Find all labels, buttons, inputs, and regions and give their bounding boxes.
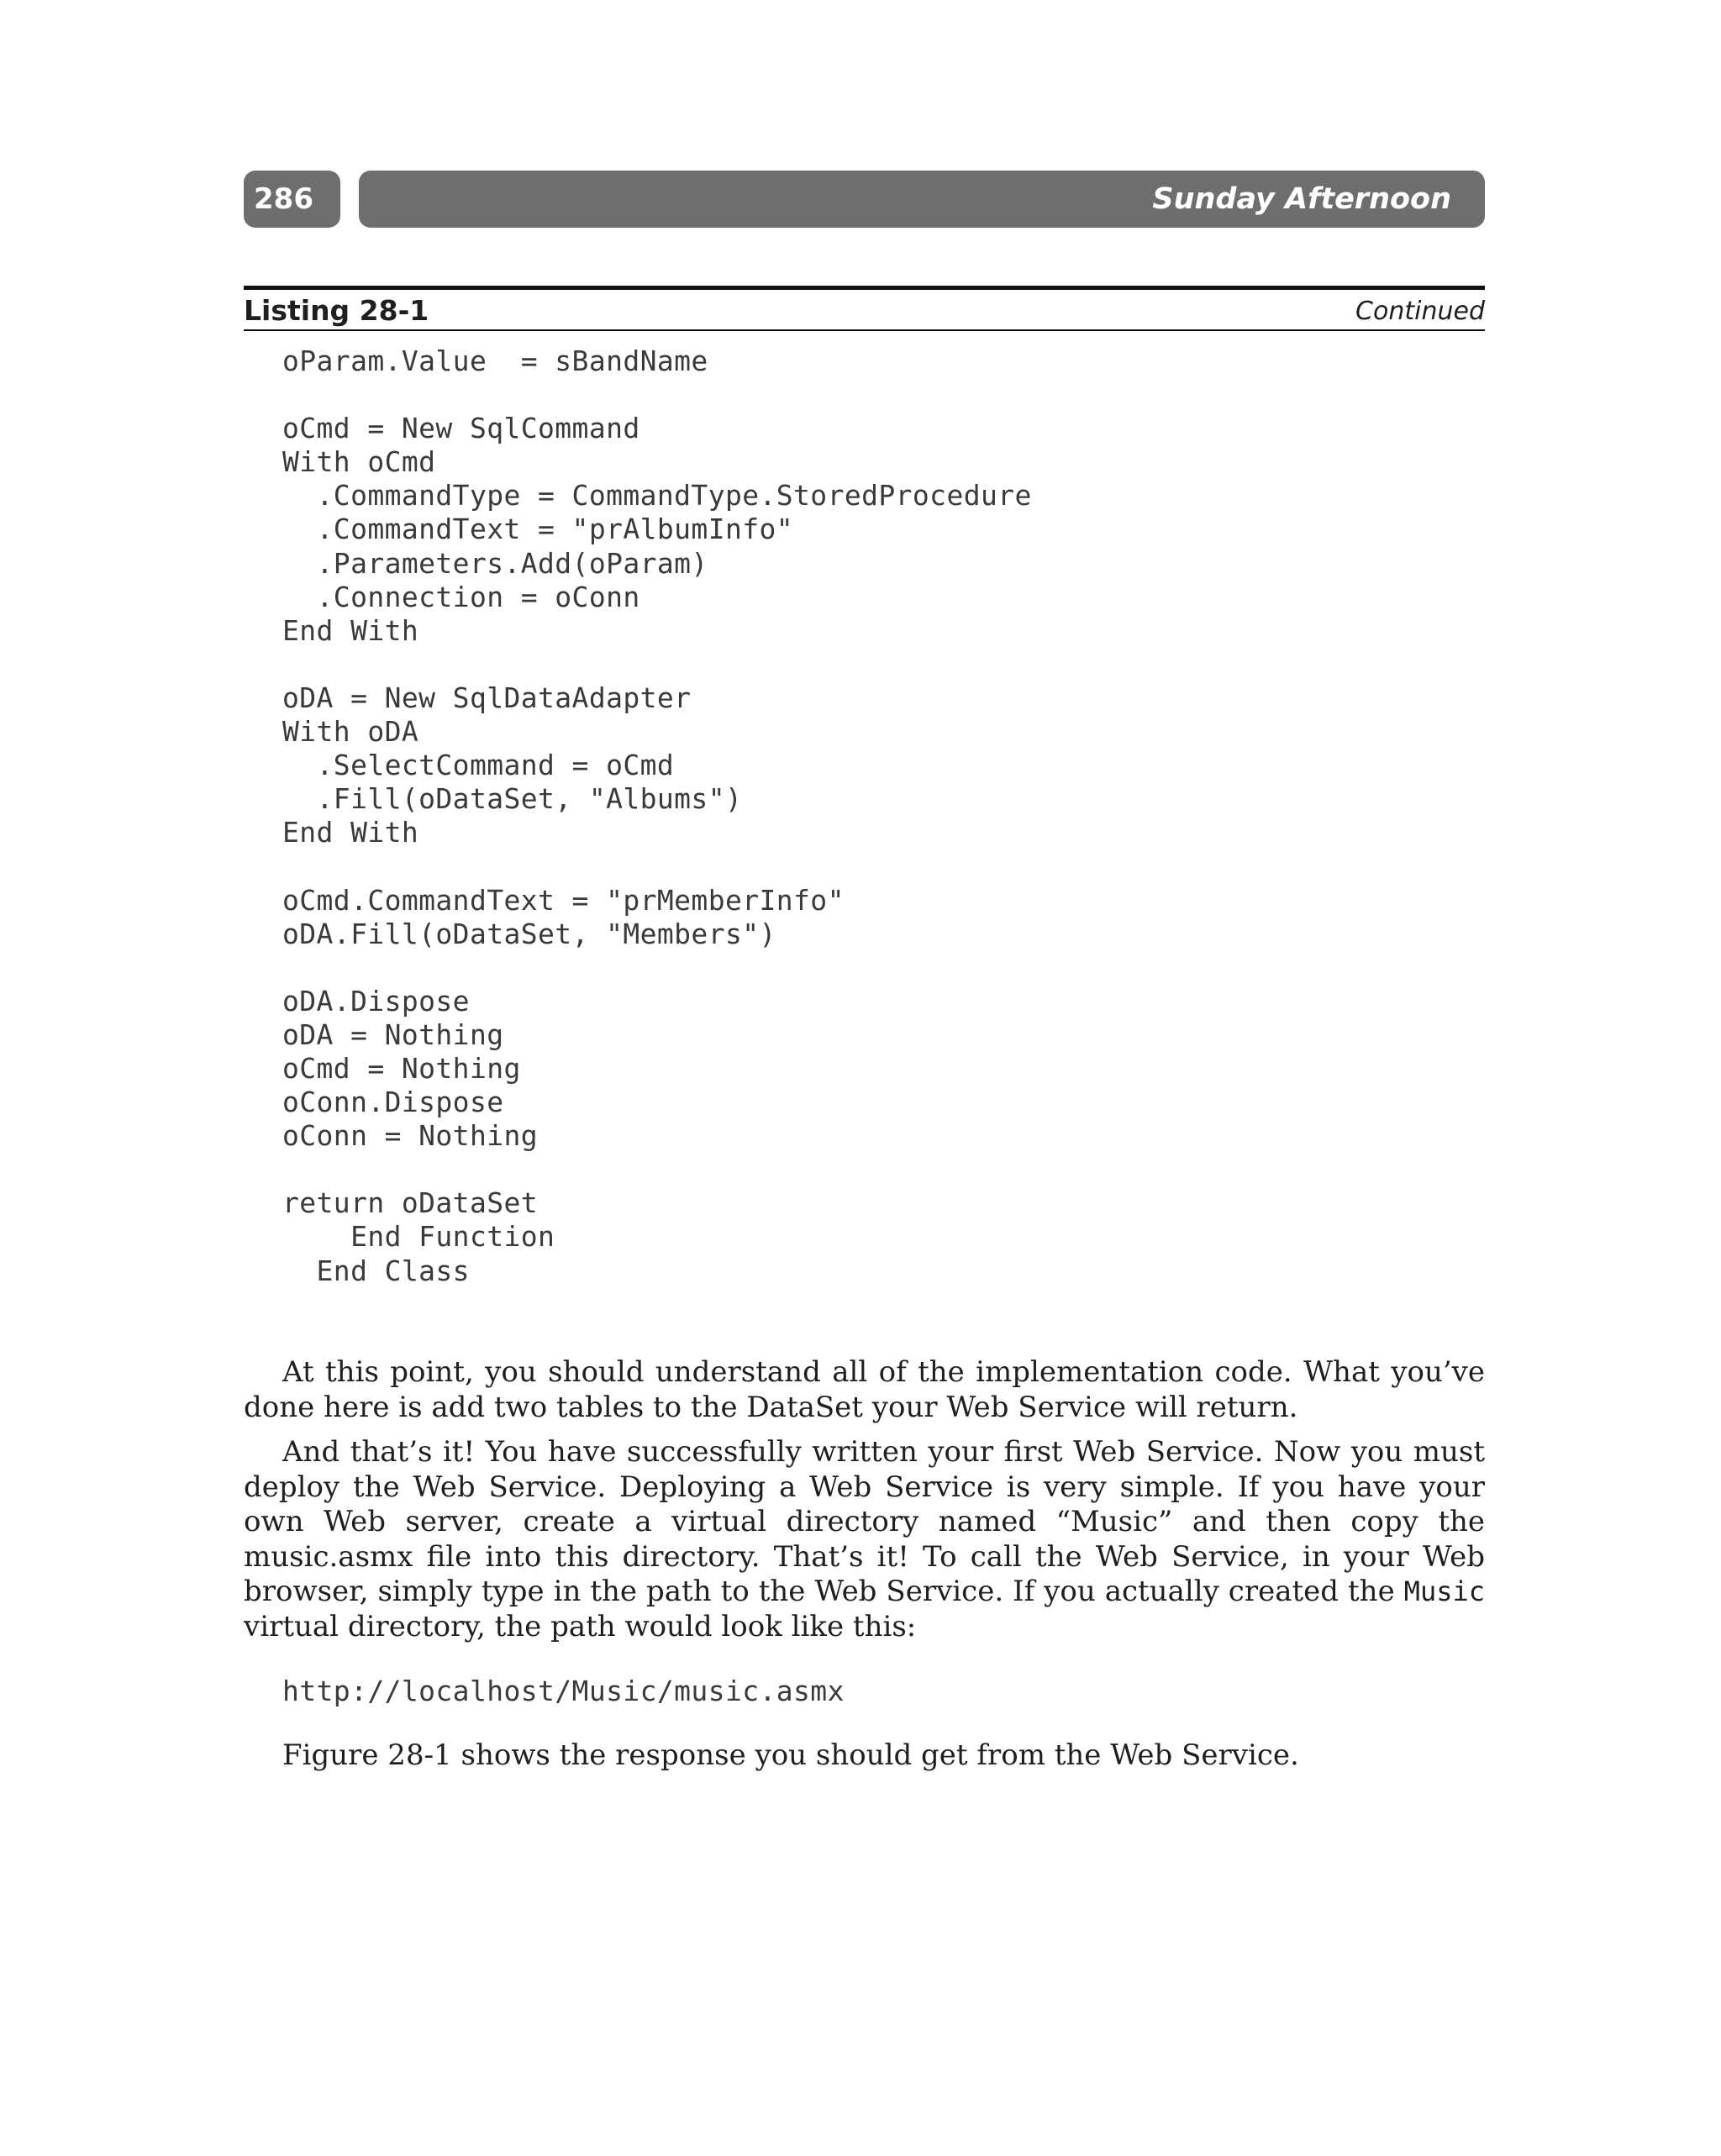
- listing-continued-label: Continued: [1355, 297, 1485, 326]
- page-number: 286: [244, 171, 340, 228]
- paragraph-text: virtual directory, the path would look like this:: [244, 1609, 917, 1643]
- chapter-title: Sunday Afternoon: [359, 171, 1485, 228]
- code-listing: oParam.Value = sBandName oCmd = New SqlCommand With oCmd .CommandType = CommandType.StoredProcedure .CommandText = "prAlbumInfo" .Parameters.Add(oParam) .Connection = oConn End With oDA = New SqlDataAdapter With oDA .SelectCommand = oCmd .Fill(oDataSet, "Albums") End With oCmd.CommandText = "prMemberInfo" oDA.Fill(oDataSet, "Members") oDA.Dispose oDA = Nothing oCmd = Nothing oConn.Dispose oConn = Nothing return oDataSet End Function End Class: [282, 344, 1032, 1287]
- body-paragraph: [244, 1435, 1485, 1645]
- running-header: [244, 171, 1485, 228]
- body-paragraph: At this point, you should understand all of the implementation code. What you’ve done here is add two tables to the DataSet your Web Service will return.: [244, 1355, 1485, 1424]
- paragraph-text: And that’s it! You have successfully written your first Web Service. Now you must deploy the Web Service. Deploying a Web Service is very simple. If you have your own Web server, create a virtual directory named “Music” and then copy the music.asmx file into this directory. That’s it! To call the Web Service, in your Web browser, simply type in the path to the Web Service. If you actually created the: [244, 1435, 1485, 1609]
- listing-title: Listing 28-1: [244, 294, 429, 327]
- url-example: http://localhost/Music/music.asmx: [282, 1675, 845, 1707]
- body-paragraph: Figure 28-1 shows the response you should get from the Web Service.: [282, 1738, 1299, 1772]
- listing-header: [244, 286, 1485, 331]
- inline-code: Music: [1403, 1575, 1485, 1608]
